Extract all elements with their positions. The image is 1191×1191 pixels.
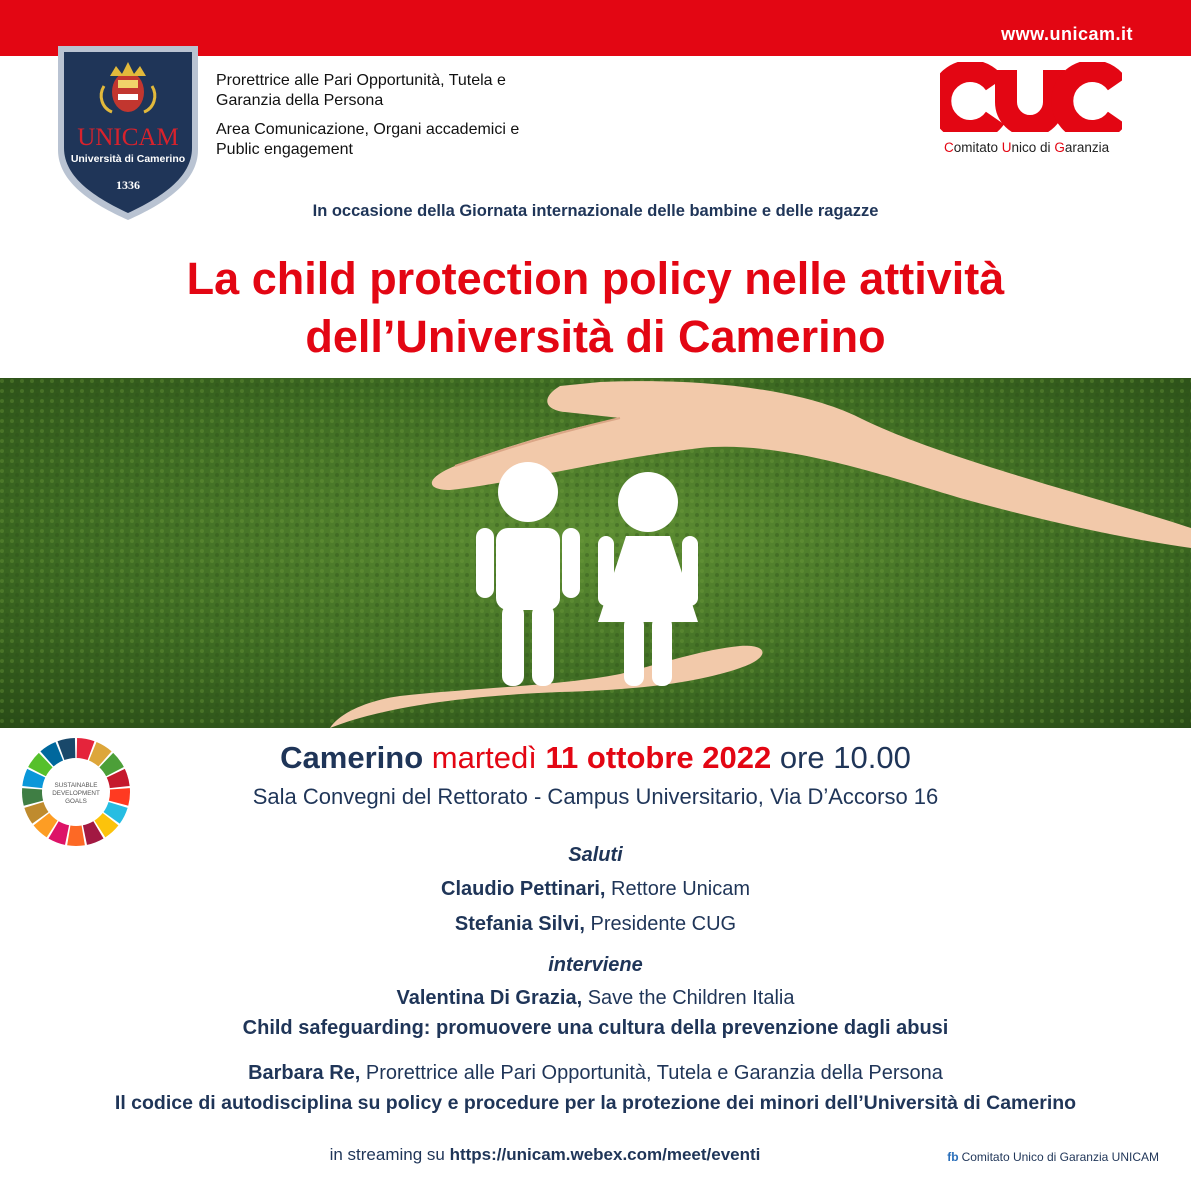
greetings-heading: Saluti bbox=[568, 844, 623, 866]
intervenes-heading: interviene bbox=[548, 954, 643, 976]
event-datetime bbox=[0, 740, 1191, 776]
facebook-page[interactable]: fb Comitato Unico di Garanzia UNICAM bbox=[947, 1150, 1159, 1164]
facebook-icon: fb bbox=[947, 1150, 959, 1164]
website-link[interactable]: www.unicam.it bbox=[1001, 24, 1133, 44]
event-title bbox=[0, 250, 1191, 366]
department-pro-rector: Prorettrice alle Pari Opportunità, Tutela e Garanzia della Persona bbox=[216, 72, 506, 109]
department-communication: Area Comunicazione, Organi accademici e Public engagement bbox=[216, 121, 520, 158]
event-time: ore 10.00 bbox=[779, 740, 911, 775]
unicam-subtitle: Università di Camerino bbox=[70, 153, 186, 165]
event-date: 11 ottobre 2022 bbox=[545, 740, 772, 775]
hero-image-hands-children bbox=[0, 378, 1191, 728]
unicam-wordmark: UNICAM bbox=[77, 124, 179, 151]
title-line-2: dell’Università di Camerino bbox=[305, 311, 886, 362]
talk-code-of-conduct: Il codice di autodisciplina su policy e procedure per la protezione dei minori dell’Università di Camerino bbox=[114, 1092, 1077, 1114]
occasion-subtitle: In occasione della Giornata internazionale delle bambine e delle ragazze bbox=[312, 202, 879, 220]
sdg-label-2: DEVELOPMENT bbox=[52, 790, 100, 797]
event-venue: Sala Convegni del Rettorato - Campus Universitario, Via D’Accorso 16 bbox=[252, 784, 939, 809]
speaker-pro-rector: Barbara Re, Prorettrice alle Pari Opportunità, Tutela e Garanzia della Persona bbox=[248, 1062, 943, 1084]
streaming-info: in streaming su https://unicam.webex.com/meet/eventi bbox=[329, 1145, 761, 1164]
speaker-rector: Claudio Pettinari, Rettore Unicam bbox=[441, 878, 750, 900]
speaker-cug-president: Stefania Silvi, Presidente CUG bbox=[454, 913, 737, 935]
sdg-segment bbox=[67, 826, 85, 846]
unicam-shield-logo bbox=[54, 42, 202, 224]
cug-logo-letters: CUG bbox=[940, 62, 943, 63]
unicam-founding-year: 1336 bbox=[116, 178, 140, 192]
cug-logo bbox=[940, 62, 1122, 132]
event-city: Camerino bbox=[280, 740, 424, 775]
event-day: martedì bbox=[431, 740, 537, 775]
streaming-link[interactable]: https://unicam.webex.com/meet/eventi bbox=[449, 1145, 761, 1164]
sdg-label-3: GOALS bbox=[65, 798, 87, 805]
cug-label: Comitato Unico di Garanzia bbox=[944, 140, 1110, 155]
speaker-save-the-children: Valentina Di Grazia, Save the Children Italia bbox=[396, 987, 795, 1009]
sdg-label-1: SUSTAINABLE bbox=[54, 782, 98, 789]
talk-child-safeguarding: Child safeguarding: promuovere una cultura della prevenzione dagli abusi bbox=[242, 1017, 949, 1039]
title-line-1: La child protection policy nelle attività bbox=[186, 253, 1005, 304]
